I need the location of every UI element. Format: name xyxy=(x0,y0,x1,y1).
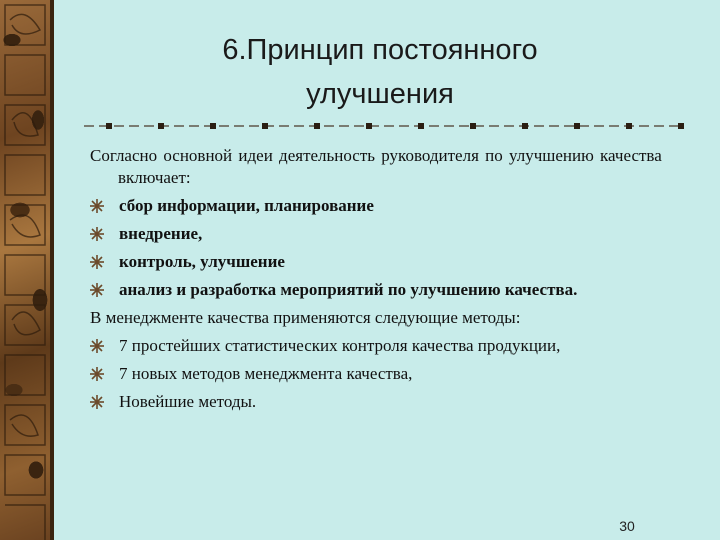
list-item xyxy=(90,363,690,385)
list-item-text: контроль, улучшение xyxy=(119,252,285,271)
slide-title xyxy=(60,28,700,116)
list-item xyxy=(90,195,690,217)
activities-list xyxy=(90,195,690,301)
asterisk-bullet-icon xyxy=(90,367,104,381)
divider-dot xyxy=(106,123,112,129)
slide-content xyxy=(90,145,690,413)
title-line-2: улучшения xyxy=(306,78,454,110)
asterisk-bullet-icon xyxy=(90,199,104,213)
divider-dot xyxy=(314,123,320,129)
divider-dot xyxy=(262,123,268,129)
sidebar-texture xyxy=(0,0,50,540)
list-item-text: 7 простейших статистических контроля качества продукции, xyxy=(119,336,561,355)
divider-dot xyxy=(366,123,372,129)
methods-paragraph: В менеджменте качества применяются следующие методы: xyxy=(90,308,521,327)
decorative-sidebar xyxy=(0,0,54,540)
page-number: 30 xyxy=(619,518,635,534)
list-item xyxy=(90,223,690,245)
sidebar-edge xyxy=(50,0,54,540)
list-item xyxy=(90,335,690,357)
divider-dot xyxy=(210,123,216,129)
divider-dot xyxy=(626,123,632,129)
asterisk-bullet-icon xyxy=(90,227,104,241)
title-line-1: 6.Принцип постоянного xyxy=(222,34,538,66)
asterisk-bullet-icon xyxy=(90,283,104,297)
asterisk-bullet-icon xyxy=(90,395,104,409)
divider-dot xyxy=(418,123,424,129)
divider-dot xyxy=(678,123,684,129)
asterisk-bullet-icon xyxy=(90,255,104,269)
list-item-text: 7 новых методов менеджмента качества, xyxy=(119,364,413,383)
divider-dot xyxy=(470,123,476,129)
title-divider xyxy=(84,120,684,132)
divider-dot xyxy=(574,123,580,129)
divider-dot xyxy=(158,123,164,129)
list-item-text: внедрение, xyxy=(119,224,203,243)
list-item-text: анализ и разработка мероприятий по улучшению качества. xyxy=(119,280,578,299)
list-item xyxy=(90,251,690,273)
list-item xyxy=(90,391,690,413)
intro-paragraph: Согласно основной идеи деятельность руководителя по улучшению качества включает: xyxy=(90,146,662,187)
list-item-text: Новейшие методы. xyxy=(119,392,257,411)
list-item-text: сбор информации, планирование xyxy=(119,196,374,215)
list-item xyxy=(90,279,690,301)
asterisk-bullet-icon xyxy=(90,339,104,353)
divider-dot xyxy=(522,123,528,129)
methods-list xyxy=(90,335,690,413)
